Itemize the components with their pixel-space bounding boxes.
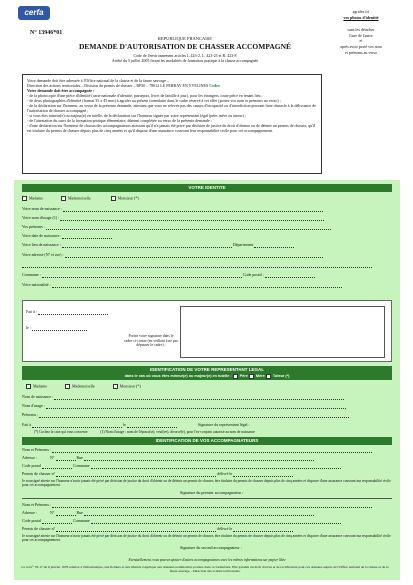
code-line-2: Arrêté du 5 juillet 2005 fixant les modalités de formation pratique à la chasse accompagnée xyxy=(111,58,259,64)
field-label: Adresse : xyxy=(22,455,37,460)
instruction-text: - d'une déclaration sur l'honneur de chacun des accompagnateurs attestant qu'il n'a jamais été privé par décision de justice du droit d'obtenir ou de détenir un permis de chasser, qu'il est titulaire du permis de chasser depuis plus de cinq années et qu'il dispose d'une assurance couvrant leur responsabilité civile pour cet accompagnement. xyxy=(27,123,316,133)
legal-rep-subtitle: dans le cas où vous êtes mineur(e) ou majeur(e) en tutelle : xyxy=(124,374,232,378)
companion1-commune-input[interactable] xyxy=(91,465,341,469)
mademoiselle-checkbox[interactable] xyxy=(61,196,66,201)
field-label: N° xyxy=(50,455,55,460)
field-label: Code postal : xyxy=(242,272,264,277)
companion2-address-row xyxy=(22,511,314,516)
signature-instruction-line: ci-contre (en veillant à ne pas dépasser le cadre) : xyxy=(133,338,178,348)
signature-instruction-line: Portez votre signature dans le cadre xyxy=(124,334,174,343)
usage-name-input[interactable] xyxy=(60,217,324,221)
legal-rep-subtitle-row xyxy=(22,373,392,379)
companion2-name-row xyxy=(22,503,372,508)
photo-instruction: l'une de l'autre xyxy=(349,32,373,38)
address-input-2[interactable] xyxy=(22,264,372,268)
option-label: Mère xyxy=(255,374,265,378)
legal-firstnames-row xyxy=(22,413,349,418)
photo-instruction: après avoir porté vos nom xyxy=(340,43,382,49)
birth-date-input[interactable] xyxy=(62,235,112,239)
companion-divider xyxy=(22,498,392,499)
legal-date-input[interactable] xyxy=(127,424,177,428)
instruction-text: Direction des actions territoriales – Division du permis de chasser – BP20 – 78612 LE PERRAY EN YVELINES xyxy=(27,83,209,88)
legal-rep-section-title xyxy=(22,366,392,380)
identity-section-title: VOTRE IDENTITE xyxy=(22,184,392,192)
mother-checkbox[interactable] xyxy=(249,374,254,379)
field-label: Code postal xyxy=(22,518,41,523)
address-input[interactable] xyxy=(65,254,323,258)
field-label: Nom de naissance : xyxy=(22,394,54,399)
photo-instruction: vos photos d'identité xyxy=(343,14,379,20)
firstnames-row xyxy=(22,225,331,230)
field-label: Votre nom d'usage (1) : xyxy=(22,215,60,220)
cerfa-number: N° 13946*01 xyxy=(30,30,63,36)
field-label: Vos prénoms : xyxy=(22,224,45,229)
field-label: Signature du représentant légal : xyxy=(197,422,250,427)
field-label: Rue xyxy=(76,455,83,460)
companion1-no-input[interactable] xyxy=(56,457,76,461)
field-label: délivré le xyxy=(217,471,233,476)
companion1-postal-input[interactable] xyxy=(42,465,72,469)
instruction-heading: Votre demande doit être accompagnée : xyxy=(27,88,95,93)
companion2-issued-input[interactable] xyxy=(233,528,293,532)
companion2-postal-input[interactable] xyxy=(42,520,72,524)
madame-checkbox[interactable] xyxy=(26,384,31,389)
cerfa-logo: cerfa xyxy=(18,6,50,20)
father-checkbox[interactable] xyxy=(233,374,238,379)
commune-row xyxy=(22,273,315,278)
companion2-street-input[interactable] xyxy=(84,512,314,516)
companion1-address-row xyxy=(22,456,314,461)
field-label: Votre nom de naissance : xyxy=(22,206,62,211)
legal-footer: La loi n° 78-17 du 6 janvier 1978 relative à l'informatique, aux fichiers et aux libertés s'applique aux données nominatives portées dans ce formulaire. Elle garantit un droit d'accès et de rectification pour ces données auprès de l'Office national de la chasse et de la faune sauvage – Direction des actions territoriales. xyxy=(21,565,389,574)
option-label: Madame xyxy=(29,195,43,201)
field-label: le xyxy=(123,422,126,427)
field-label: Code postal xyxy=(22,463,41,468)
department-input[interactable] xyxy=(254,244,294,248)
companion1-declaration: Je soussigné atteste sur l'honneur n'avoir jamais été privé par décision de justice du droit d'obtenir ou de détenir un permis de chasser, être titulaire du permis de chasser depuis plus de cinq années et disposer d'une assurance couvrant ma responsabilité civile pour cet accompagnement. xyxy=(22,479,391,488)
legal-usage-name-input[interactable] xyxy=(46,405,346,409)
instruction-tag: Cedex xyxy=(209,83,220,88)
photo-instruction: sans les détacher xyxy=(347,27,375,33)
republic-label: REPUBLIQUE FRANCAISE xyxy=(157,36,213,41)
field-label: Commune xyxy=(73,463,90,468)
signature-instruction xyxy=(124,334,178,348)
instruction-text: - de deux photographies d'identité (format 35 x 45 mm) à agrafer au présent formulaire dans le cadre réservé à cet effet (portez vos nom et prénoms au verso) ; xyxy=(27,98,281,103)
field-label: Département xyxy=(232,242,254,247)
instructions-box xyxy=(22,74,322,174)
option-label: Mademoiselle xyxy=(68,195,91,201)
address-row-2 xyxy=(22,263,372,268)
companion1-issued-input[interactable] xyxy=(233,473,293,477)
companion2-commune-input[interactable] xyxy=(91,520,341,524)
companion2-no-input[interactable] xyxy=(56,512,76,516)
legal-rep-title: IDENTIFICATION DE VOTRE REPRESENTANT LEGAL xyxy=(149,367,265,372)
field-label: Votre lieu de naissance : xyxy=(22,242,61,247)
option-label: Mademoiselle xyxy=(72,383,95,389)
date-row xyxy=(26,326,87,331)
option-label: Tuteur (*) xyxy=(272,374,290,378)
companion2-permit-row xyxy=(22,527,293,532)
footnote: (1) Nom d'usage : nom de l'époux(se), veuf(ve), divorcé(e), pour l'ex-conjoint autorisé au nom de naissance xyxy=(100,430,256,434)
companion2-sign-label: Signature du second accompagnateur : xyxy=(180,545,242,550)
mademoiselle-checkbox[interactable] xyxy=(65,384,70,389)
legal-birth-name-input[interactable] xyxy=(54,396,344,400)
companions-section-title: IDENTIFICATION DE VOS ACCOMPAGNATEURS xyxy=(22,437,392,445)
companion1-name-row xyxy=(22,448,372,453)
option-label: Madame xyxy=(33,383,47,389)
legal-firstnames-input[interactable] xyxy=(39,414,349,418)
footnote: (*) Cochez la case qui vous concerne xyxy=(34,430,88,434)
legal-done-at-input[interactable] xyxy=(32,424,122,428)
civility-options xyxy=(22,196,139,201)
form-title: DEMANDE D'AUTORISATION DE CHASSER ACCOMPAGNÉ xyxy=(78,42,292,52)
firstnames-input[interactable] xyxy=(46,226,331,230)
signature-box[interactable] xyxy=(180,306,385,358)
photo-instruction: agrafez ici xyxy=(352,9,370,14)
legal-usage-name-row xyxy=(22,404,346,409)
nationality-input[interactable] xyxy=(52,284,342,288)
field-label: Rue xyxy=(76,510,83,515)
photo-attachment-area xyxy=(330,6,392,116)
field-label: Fait à xyxy=(22,422,31,427)
address-row xyxy=(22,253,323,258)
field-label: Votre adresse (N° et rue) : xyxy=(22,252,64,257)
option-label: Père xyxy=(239,374,248,378)
field-label: Nom et Prénoms : xyxy=(22,447,51,452)
legal-birth-name-row xyxy=(22,395,344,400)
companion2-commune-row xyxy=(22,519,341,524)
field-label: N° xyxy=(50,510,55,515)
field-label: Nom d'usage : xyxy=(22,403,45,408)
field-label: Commune xyxy=(73,518,90,523)
field-label: Permis de chasser n° xyxy=(22,471,56,476)
form-header xyxy=(60,36,310,64)
instruction-text: - si vous êtes mineur(e) ou majeur(e) en tutelle, de la déclaration sur l'honneur signée par votre représentant légal (père, mère ou tuteur) ; xyxy=(27,113,246,118)
done-at-input[interactable] xyxy=(38,311,108,315)
birth-place-input[interactable] xyxy=(62,244,232,248)
done-at-row xyxy=(26,310,108,315)
companion2-permit-input[interactable] xyxy=(56,528,216,532)
companion1-name-input[interactable] xyxy=(52,449,372,453)
birth-date-row xyxy=(22,234,112,239)
tutor-checkbox[interactable] xyxy=(266,374,271,379)
field-label: Adresse : xyxy=(22,510,37,515)
postal-code-input[interactable] xyxy=(265,274,315,278)
field-label: Fait à : xyxy=(26,309,38,314)
madame-checkbox[interactable] xyxy=(22,196,27,201)
companion2-declaration: Je soussigné atteste sur l'honneur n'avoir jamais été privé par décision de justice du droit d'obtenir ou de détenir un permis de chasser, être titulaire du permis de chasser depuis plus de cinq années et disposer d'une assurance couvrant ma responsabilité civile pour cet accompagnement. xyxy=(22,534,391,543)
commune-input[interactable] xyxy=(42,274,242,278)
option-label: Monsieur (*) xyxy=(119,383,141,389)
companion1-sign-label: Signature du premier accompagnateur : xyxy=(180,490,244,495)
field-label: Prénoms : xyxy=(22,412,39,417)
companion1-commune-row xyxy=(22,464,341,469)
birth-name-row xyxy=(22,207,323,212)
birth-name-input[interactable] xyxy=(63,208,323,212)
field-label: Nom et Prénoms : xyxy=(22,502,51,507)
photo-instruction: et xyxy=(359,38,363,44)
field-label: Commune : xyxy=(22,272,41,277)
monsieur-checkbox[interactable] xyxy=(113,384,118,389)
eventual-note: Eventuellement, vous pouvez ajouter d'autres accompagnateurs avec les mêmes informations sur papier libre xyxy=(128,558,286,562)
legal-civility-options xyxy=(26,384,141,389)
field-label: délivré le xyxy=(217,526,233,531)
field-label: Votre nationalité : xyxy=(22,282,51,287)
instruction-text: - de l'attestation du suivi de la formation pratique élémentaire, dûment complétée au verso de la présente demande ; xyxy=(27,118,212,123)
companion1-permit-row xyxy=(22,472,293,477)
instruction-text: - de la photocopie d'une pièce d'identité (carte nationale d'identité, passeport, livret de famille à jour), pour les étrangers, toute pièce en tenant lieu ; xyxy=(27,93,263,98)
instruction-text: Votre demande doit être adressée à l'Office national de la chasse et de la faune sauvage – xyxy=(27,78,169,83)
legal-notes xyxy=(34,430,255,434)
companion1-permit-input[interactable] xyxy=(56,473,216,477)
field-label: Votre date de naissance : xyxy=(22,233,62,238)
companion2-name-input[interactable] xyxy=(52,504,372,508)
companion1-street-input[interactable] xyxy=(84,457,314,461)
photo-instruction: et prénoms au verso xyxy=(344,49,378,55)
field-label: le : xyxy=(26,325,31,330)
usage-name-row xyxy=(22,216,324,221)
date-input[interactable] xyxy=(32,327,87,331)
instruction-text: - de la déclaration sur l'honneur, au verso de la présente demande, attestant que vous ne relevez pas des causes d'incapacité ou d'interdiction pouvant faire obstacle à la délivrance de l'autorisation de chasser accompagné ; xyxy=(27,103,316,113)
nationality-row xyxy=(22,283,342,288)
birth-place-row xyxy=(22,243,294,248)
monsieur-checkbox[interactable] xyxy=(111,196,116,201)
option-label: Monsieur (*) xyxy=(117,195,139,201)
field-label: Permis de chasser n° xyxy=(22,526,56,531)
code-line-1: Code de l'environnement articles L.423-2, L. 423-25 et R. 423-8 xyxy=(133,53,237,59)
legal-signature-row xyxy=(22,423,250,428)
